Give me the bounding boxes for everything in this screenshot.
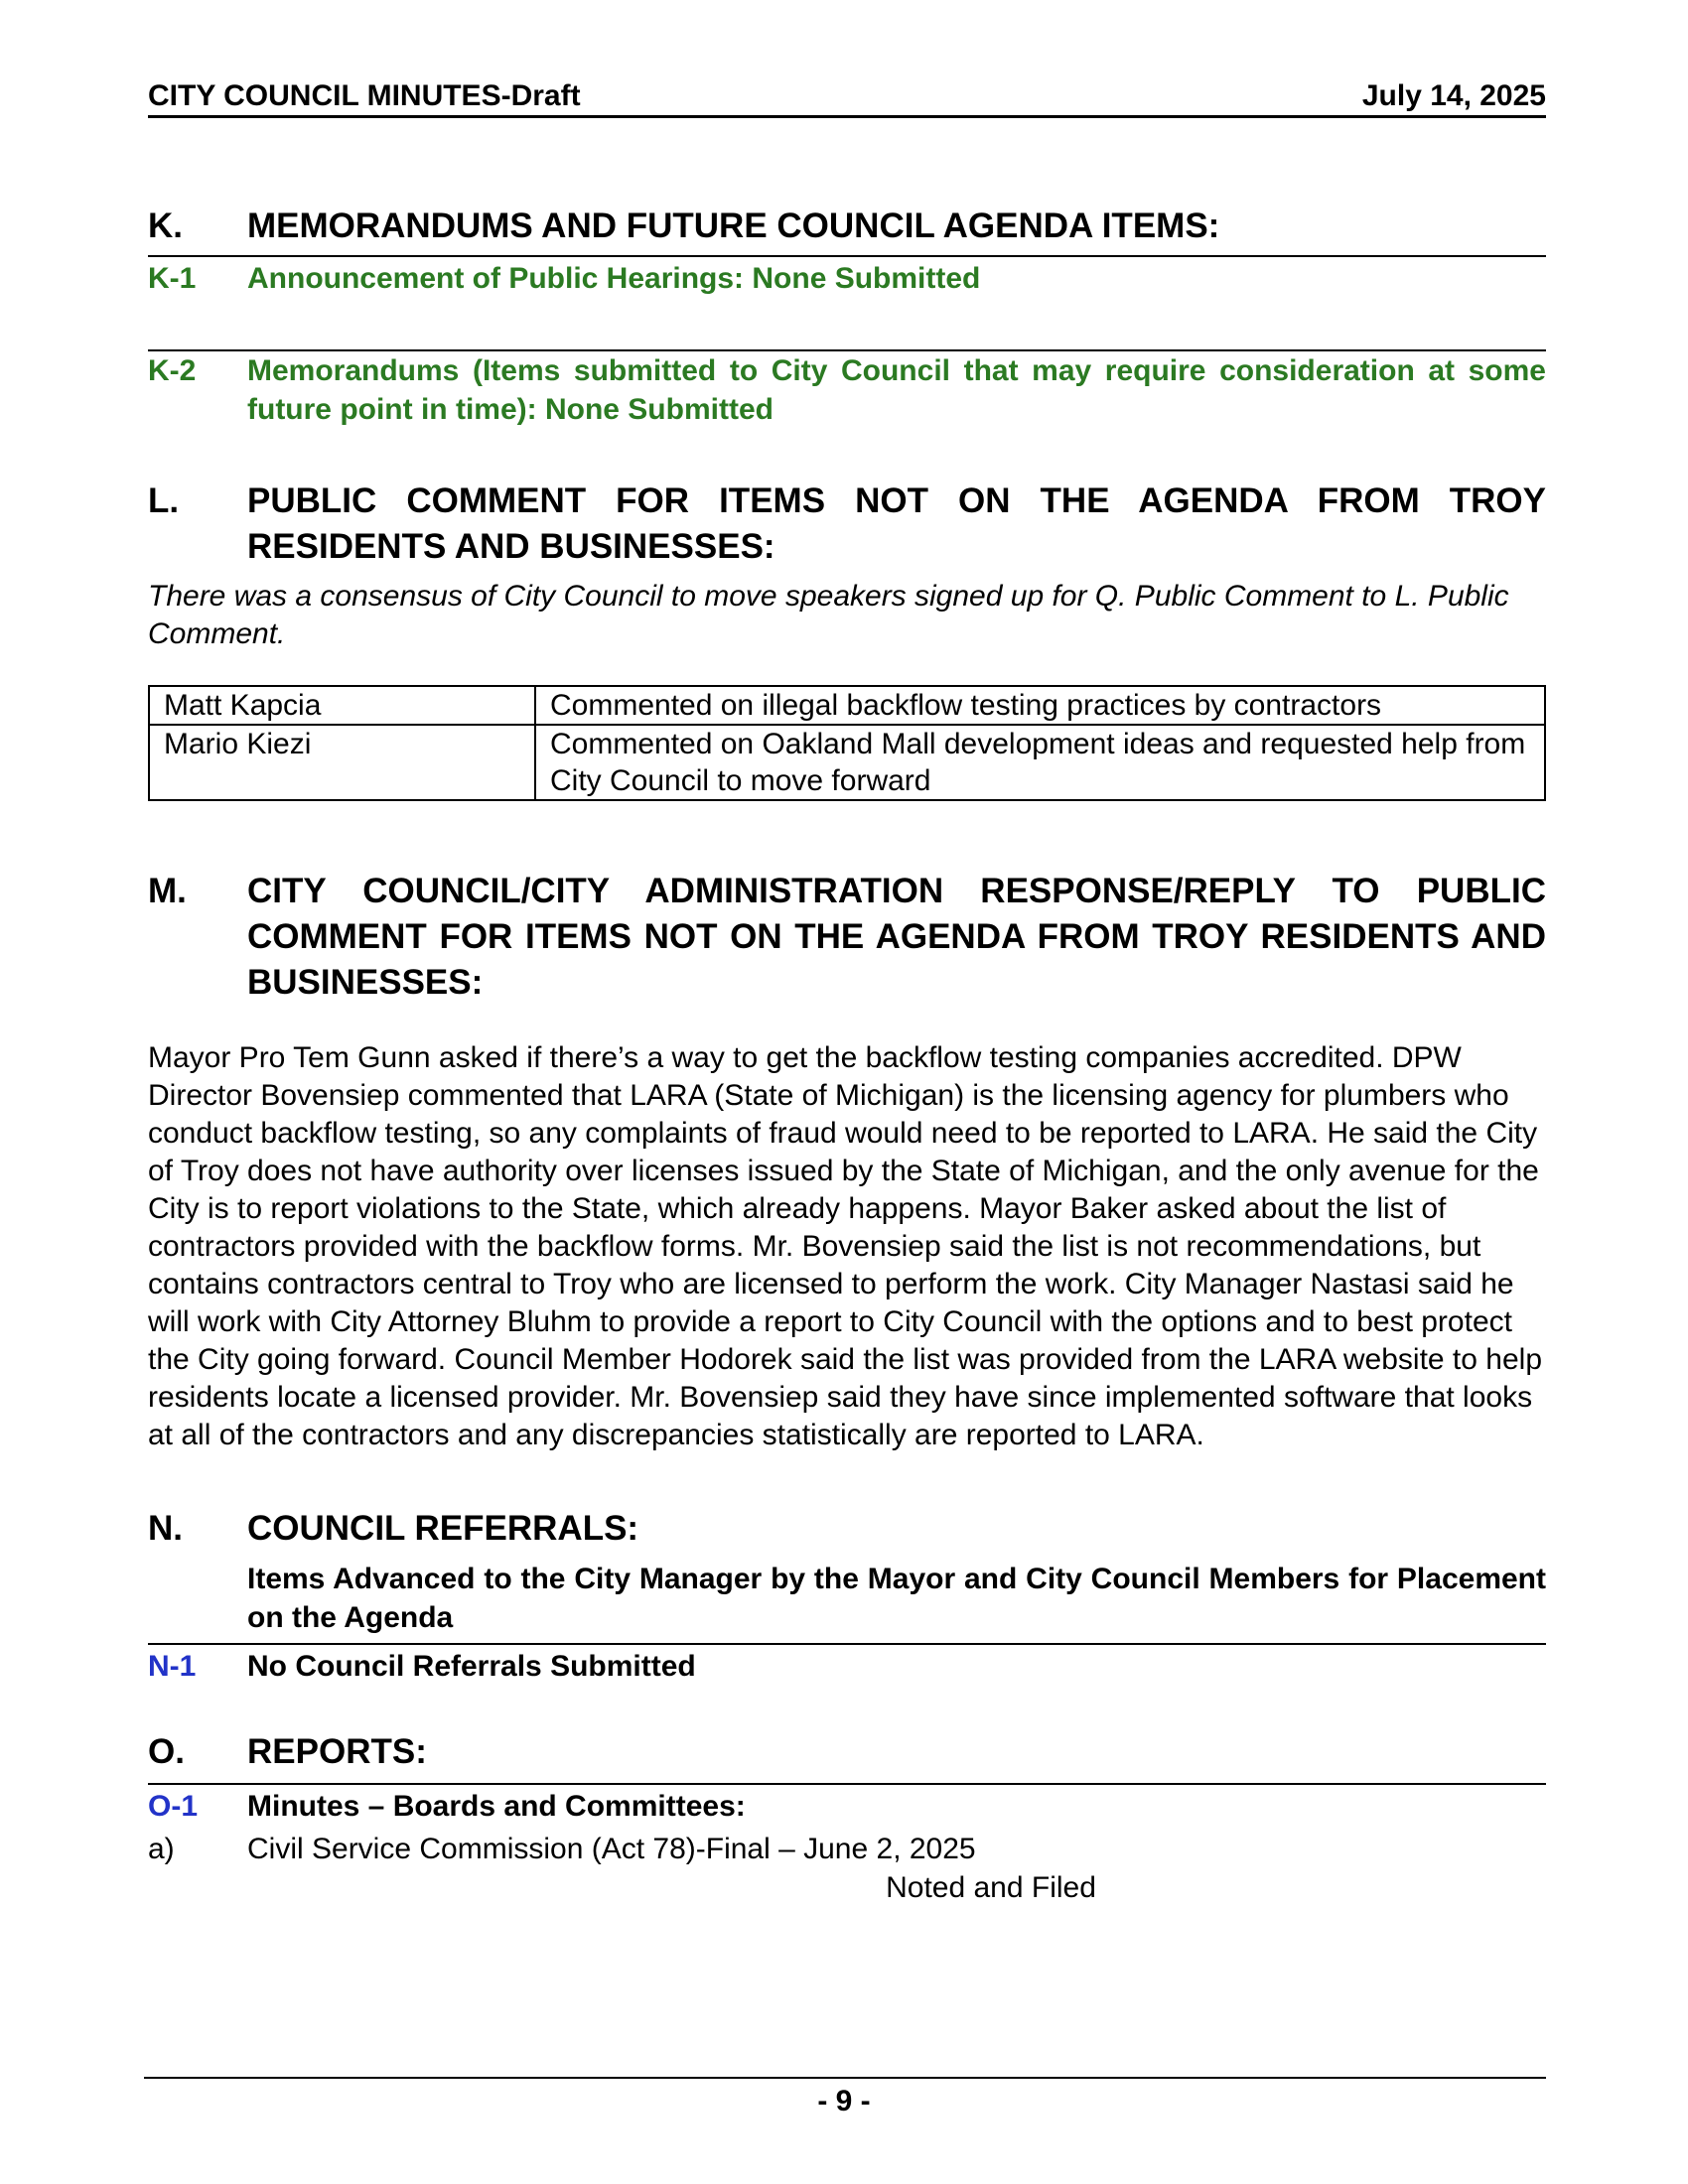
item-text: Minutes – Boards and Committees: — [247, 1790, 746, 1823]
minutes-page — [148, 79, 1546, 1907]
section-m-heading — [148, 869, 1546, 1006]
section-divider — [148, 255, 1546, 257]
speaker-name: Mario Kiezi — [149, 725, 535, 800]
section-n-subtitle — [148, 1560, 1546, 1637]
page-header — [148, 79, 1546, 118]
section-letter: M. — [148, 872, 187, 910]
entry-text: Civil Service Commission (Act 78)-Final – June 2, 2025 — [247, 1833, 976, 1865]
section-letter: O. — [148, 1732, 185, 1771]
agenda-item-k2 — [148, 351, 1546, 429]
agenda-item-k1 — [148, 259, 1546, 298]
page-number: - 9 - — [817, 2085, 871, 2117]
section-letter: N. — [148, 1509, 183, 1548]
minutes-entry — [148, 1830, 1546, 1868]
agenda-item-o1 — [148, 1787, 1546, 1826]
section-divider — [148, 1643, 1546, 1645]
speaker-comment: Commented on Oakland Mall development ideas and requested help from City Council to move forward — [535, 725, 1545, 800]
item-number: O-1 — [148, 1790, 199, 1823]
speaker-comment: Commented on illegal backflow testing practices by contractors — [535, 686, 1545, 725]
section-k-heading — [148, 204, 1546, 249]
section-divider — [148, 1783, 1546, 1785]
speakers-table — [148, 685, 1546, 801]
item-text: Memorandums (Items submitted to City Council that may require consideration at some future point in time): None Submitted — [247, 354, 1546, 426]
item-text: Announcement of Public Hearings: None Submitted — [247, 262, 981, 295]
speaker-name: Matt Kapcia — [149, 686, 535, 725]
item-number: K-2 — [148, 354, 197, 387]
table-row — [149, 725, 1545, 800]
entry-status: Noted and Filed — [886, 1871, 1096, 1904]
item-number: N-1 — [148, 1650, 197, 1683]
section-letter: L. — [148, 481, 180, 520]
document-title: CITY COUNCIL MINUTES-Draft — [148, 79, 581, 112]
section-o-heading — [148, 1729, 1546, 1775]
section-letter: K. — [148, 206, 183, 245]
item-text: No Council Referrals Submitted — [247, 1650, 696, 1683]
response-paragraph: Mayor Pro Tem Gunn asked if there’s a way to get the backflow testing companies accredited. DPW Director Bovensiep commented that LARA (State of Michigan) is the licensing agency for plumbers who conduct backflow testing, so any complaints of fraud would need to be reported to LARA. He said the City of Troy does not have authority over licenses issued by the State of Michigan, and the only avenue for the City is to report violations to the State, which already happens. Mayor Baker asked about the list of contractors provided with the backflow forms. Mr. Bovensiep said the list is not recommendations, but contains contractors central to Troy who are licensed to perform the work. City Manager Nastasi said he will work with City Attorney Bluhm to provide a report to City Council with the options and to best protect the City going forward. Council Member Hodorek said the list was provided from the LARA website to help residents locate a licensed provider. Mr. Bovensiep said they have since implemented software that looks at all of the contractors and any discrepancies statistically are reported to LARA. — [148, 1041, 1543, 1451]
section-n-heading — [148, 1506, 1546, 1552]
section-title: PUBLIC COMMENT FOR ITEMS NOT ON THE AGENDA FROM TROY RESIDENTS AND BUSINESSES: — [247, 481, 1546, 566]
item-number: K-1 — [148, 262, 197, 295]
section-title: COUNCIL REFERRALS: — [247, 1509, 639, 1548]
section-title: CITY COUNCIL/CITY ADMINISTRATION RESPONSE/REPLY TO PUBLIC COMMENT FOR ITEMS NOT ON THE AGENDA FROM TROY RESIDENTS AND BUSINESSES: — [247, 872, 1546, 1002]
section-l-heading — [148, 478, 1546, 570]
agenda-item-n1 — [148, 1647, 1546, 1686]
section-title: MEMORANDUMS AND FUTURE COUNCIL AGENDA ITEMS: — [247, 206, 1220, 245]
subtitle-text: Items Advanced to the City Manager by the Mayor and City Council Members for Placement on the Agenda — [247, 1563, 1546, 1634]
table-row — [149, 686, 1545, 725]
consensus-note: There was a consensus of City Council to move speakers signed up for Q. Public Comment to L. Public Comment. — [148, 580, 1509, 650]
footer-divider — [144, 2077, 1546, 2079]
meeting-date: July 14, 2025 — [1361, 79, 1546, 112]
section-title: REPORTS: — [247, 1732, 427, 1771]
entry-label: a) — [148, 1833, 175, 1865]
